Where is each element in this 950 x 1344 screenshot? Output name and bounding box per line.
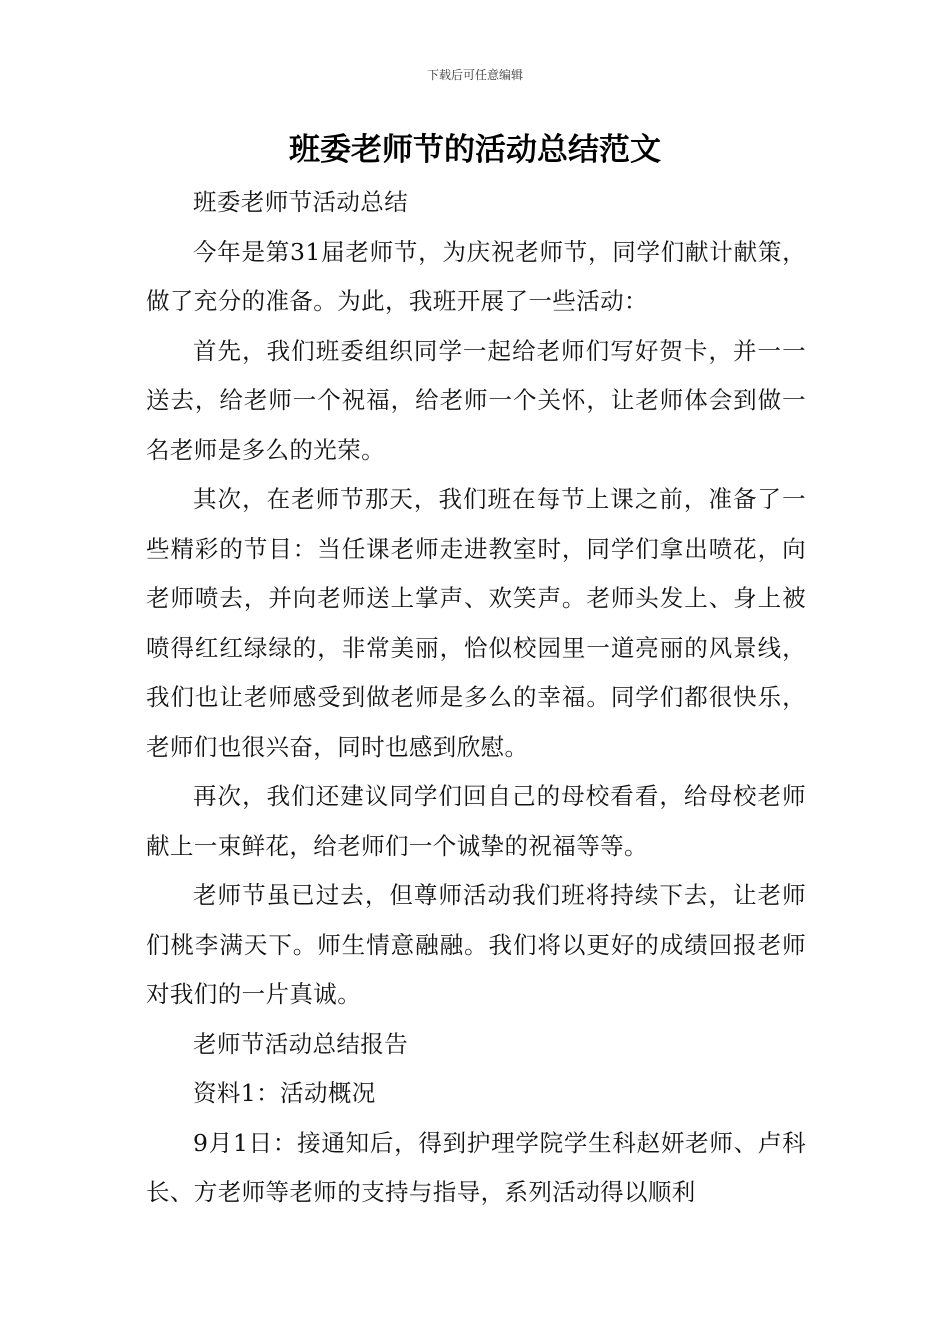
document-body bbox=[146, 178, 806, 1218]
paragraph-first: 首先，我们班委组织同学一起给老师们写好贺卡，并一一送去，给老师一个祝福，给老师一个关怀，让老师体会到做一名老师是多么的光荣。 bbox=[146, 336, 806, 464]
paragraph-third: 再次，我们还建议同学们回自己的母校看看，给母校老师献上一束鲜花，给老师们一个诚挚的祝福等等。 bbox=[146, 782, 806, 860]
paragraph-second: 其次，在老师节那天，我们班在每节上课之前，准备了一些精彩的节目：当任课老师走进教室时，同学们拿出喷花，向老师喷去，并向老师送上掌声、欢笑声。老师头发上、身上被喷得红红绿绿的，非常美丽，恰似校园里一道亮丽的风景线，我们也让老师感受到做老师是多么的幸福。同学们都很快乐，老师们也很兴奋，同时也感到欣慰。 bbox=[146, 485, 806, 761]
paragraph-intro: 今年是第31届老师节，为庆祝老师节，同学们献计献策，做了充分的准备。为此，我班开展了一些活动： bbox=[146, 237, 806, 315]
paragraph-conclusion: 老师节虽已过去，但尊师活动我们班将持续下去，让老师们桃李满天下。师生情意融融。我们将以更好的成绩回报老师对我们的一片真诚。 bbox=[146, 881, 806, 1008]
paragraph-report-heading: 老师节活动总结报告 bbox=[193, 1029, 409, 1058]
paragraph-section-heading: 资料1：活动概况 bbox=[193, 1079, 376, 1107]
paragraph-sept-1: 9月1日：接通知后，得到护理学院学生科赵妍老师、卢科长、方老师等老师的支持与指导，系列活动得以顺利 bbox=[146, 1128, 806, 1206]
page-header-note: 下载后可任意编辑 bbox=[426, 68, 523, 82]
document-title: 班委老师节的活动总结范文 bbox=[289, 132, 661, 168]
paragraph-subtitle: 班委老师节活动总结 bbox=[193, 188, 409, 216]
